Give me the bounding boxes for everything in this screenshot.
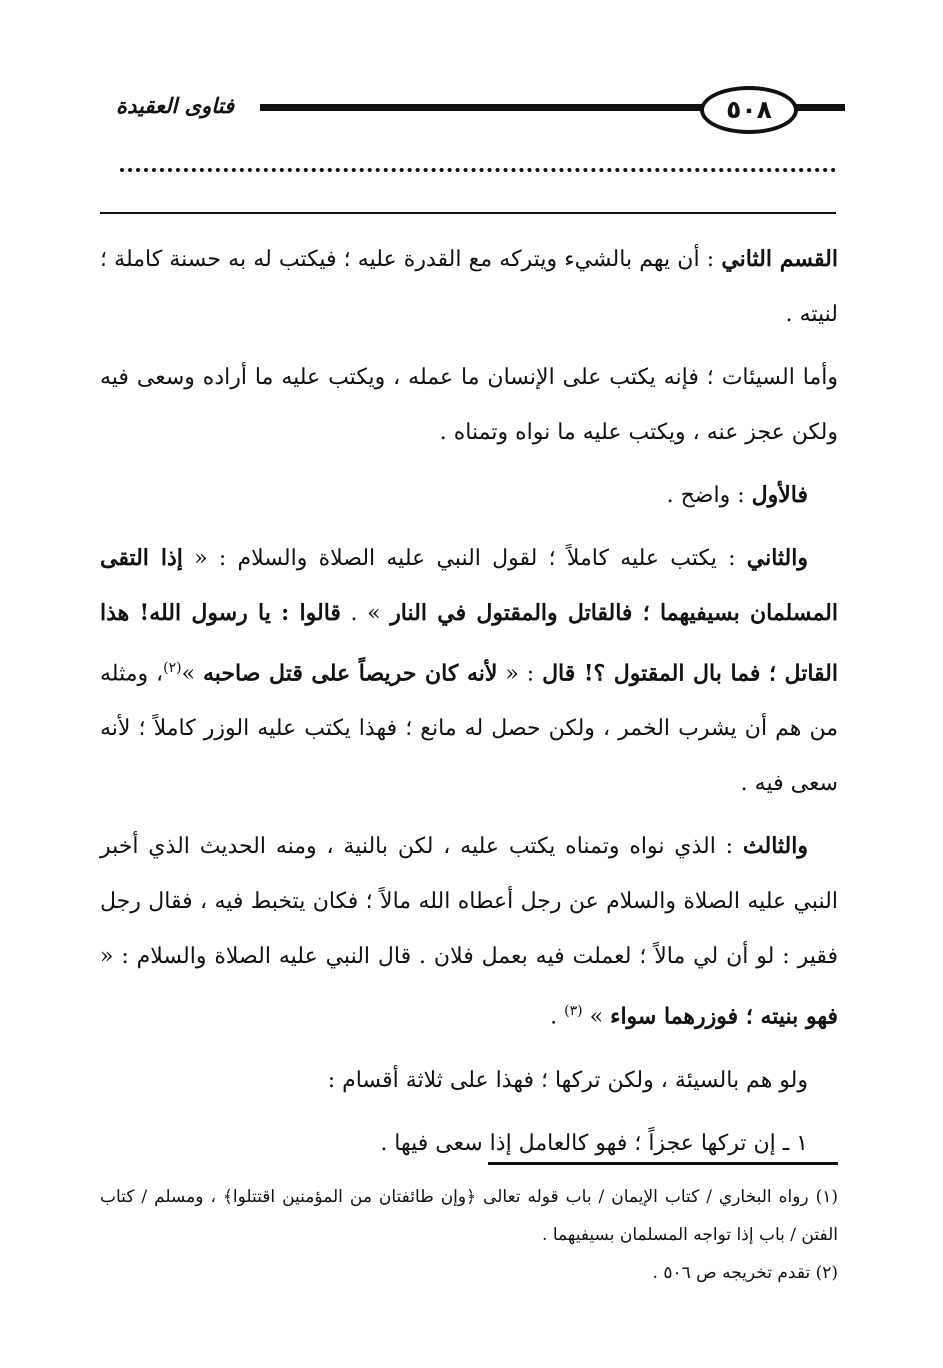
dotted-separator bbox=[120, 168, 836, 172]
paragraph-lead: والثالث bbox=[742, 833, 808, 860]
footnote-1: (١) رواه البخاري / كتاب الإيمان / باب قوله تعالى ﴿وإن طائفتان من المؤمنين اقتتلوا﴾ ، ومسلم / كتاب الفتن / باب إذا تواجه المسلمان بسيفيهما . bbox=[100, 1187, 838, 1245]
body-text bbox=[100, 232, 838, 1179]
paragraph-text: » . bbox=[340, 601, 391, 626]
page-header bbox=[100, 78, 845, 134]
book-title: فتاوى العقيدة bbox=[115, 94, 234, 118]
paragraph-text: : « bbox=[497, 661, 543, 687]
paragraph-text: : يكتب عليه كاملاً ؛ لقول النبي عليه الصلاة والسلام : « bbox=[182, 546, 747, 571]
paragraph-second bbox=[100, 531, 838, 811]
paragraph-text: ولو هم بالسيئة ، ولكن تركها ؛ فهذا على ثلاثة أقسام : bbox=[327, 1067, 808, 1093]
hadith-quote: لأنه كان حريصاً على قتل صاحبه bbox=[203, 660, 498, 687]
hadith-quote: قالوا : يا رسول الله! هذا القاتل ؛ فما بال المقتول ؟! قال bbox=[100, 600, 838, 687]
paragraph-text: » bbox=[181, 661, 204, 687]
paragraph-lead: والثاني bbox=[746, 545, 808, 571]
footnotes bbox=[100, 1178, 838, 1292]
paragraph-text: ١ ـ إن تركها عجزاً ؛ فهو كالعامل إذا سعى فيها . bbox=[380, 1130, 808, 1156]
paragraph-text: : أن يهم بالشيء ويتركه مع القدرة عليه ؛ فيكتب له به حسنة كاملة ؛ لنيته . bbox=[100, 247, 838, 327]
page-number: ٥٠٨ bbox=[700, 86, 798, 134]
paragraph-three-types bbox=[100, 1053, 838, 1108]
paragraph-second-section bbox=[100, 232, 838, 342]
paragraph-text: . bbox=[550, 1004, 565, 1030]
hadith-quote: فهو بنيته ؛ فوزرهما سواء bbox=[610, 1003, 838, 1030]
paragraph-first bbox=[100, 468, 838, 523]
footnote-ref: (٣) bbox=[564, 1003, 583, 1020]
paragraph-text: » bbox=[582, 1004, 611, 1030]
footnote-rule bbox=[488, 1162, 838, 1165]
solid-separator bbox=[100, 212, 836, 214]
footnote-2: (٢) تقدم تخريجه ص ٥٠٦ . bbox=[652, 1263, 838, 1283]
paragraph-text: : واضح . bbox=[666, 483, 752, 508]
paragraph-bad-deeds bbox=[100, 350, 838, 460]
footnote-ref: (٢) bbox=[163, 660, 182, 676]
paragraph-lead: القسم الثاني bbox=[721, 246, 838, 272]
paragraph-third bbox=[100, 819, 838, 1044]
paragraph-lead: فالأول bbox=[751, 482, 808, 508]
paragraph-text: : الذي نواه وتمناه يكتب عليه ، لكن بالنية ، ومنه الحديث الذي أخبر النبي عليه الصلاة والسلام عن رجل أعطاه الله مالاً ؛ فكان يتخبط فيه ، فقال رجل فقير : لو أن لي مالاً ؛ لعملت فيه بعمل فلان . قال النبي عليه الصلاة والسلام : « bbox=[100, 834, 838, 970]
hadith-quote: إذا التقى المسلمان بسيفيهما ؛ فالقاتل والمقتول في النار bbox=[100, 545, 838, 626]
paragraph-text: ، ومثله من هم أن يشرب الخمر ، ولكن حصل له مانع ؛ فهذا يكتب عليه الوزر كاملاً ؛ لأنه سعى فيه . bbox=[100, 661, 838, 797]
paragraph-text: وأما السيئات ؛ فإنه يكتب على الإنسان ما عمله ، ويكتب عليه ما أراده وسعى فيه ولكن عجز عنه ، ويكتب عليه ما نواه وتمناه . bbox=[100, 365, 838, 445]
